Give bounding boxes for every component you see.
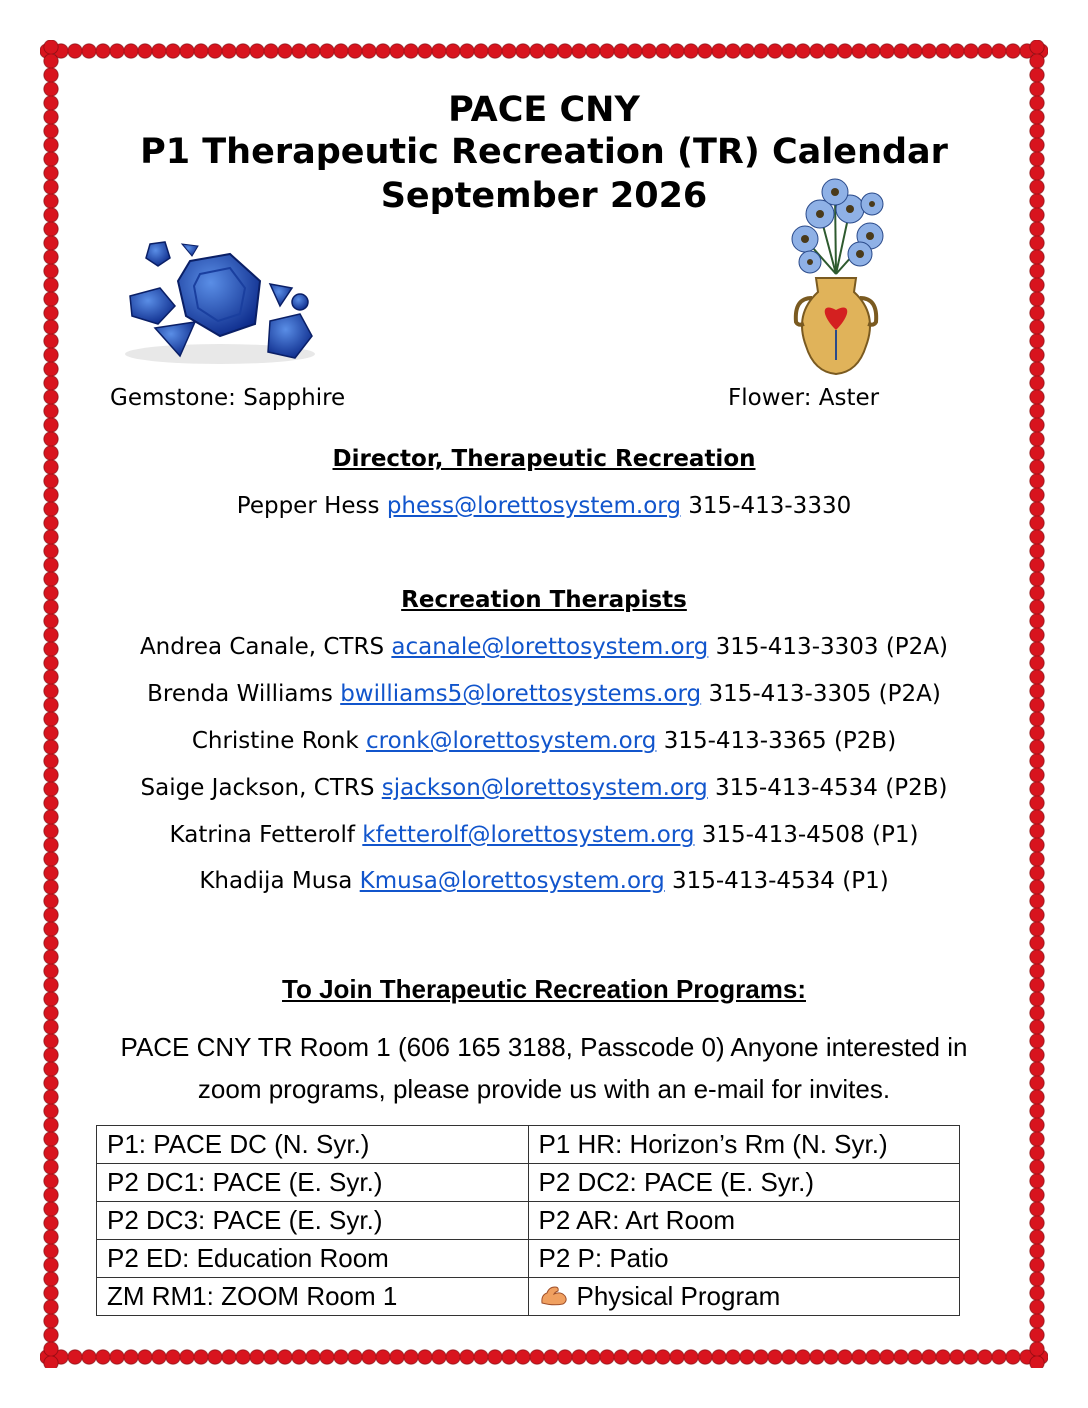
therapist-email-link[interactable]: kfetterolf@lorettosystem.org <box>362 822 695 848</box>
therapist-row <box>0 822 1088 848</box>
therapist-row <box>0 775 1088 801</box>
therapist-phone: 315-413-4508 (P1) <box>701 822 919 848</box>
therapist-name: Saige Jackson, CTRS <box>140 775 375 801</box>
director-section <box>0 446 1088 472</box>
therapist-phone: 315-413-4534 (P2B) <box>715 775 948 801</box>
aster-vase-image <box>780 174 892 379</box>
legend-cell: P2 DC3: PACE (E. Syr.) <box>97 1202 529 1240</box>
legend-cell: ZM RM1: ZOOM Room 1 <box>97 1278 529 1316</box>
director-phone: 315-413-3330 <box>688 493 852 519</box>
legend-cell: P2 AR: Art Room <box>528 1202 960 1240</box>
therapist-email-link[interactable]: acanale@lorettosystem.org <box>391 634 709 660</box>
therapist-email-link[interactable]: Kmusa@lorettosystem.org <box>359 868 665 894</box>
flexed-biceps-icon <box>539 1283 569 1307</box>
director-heading: Director, Therapeutic Recreation <box>332 446 756 472</box>
therapist-name: Christine Ronk <box>191 728 359 754</box>
therapist-row <box>0 681 1088 707</box>
location-legend-table <box>96 1125 960 1316</box>
legend-cell: P1: PACE DC (N. Syr.) <box>97 1126 529 1164</box>
legend-cell-physical <box>528 1278 960 1316</box>
table-row <box>97 1240 960 1278</box>
join-line-1: PACE CNY TR Room 1 (606 165 3188, Passcode 0) Anyone interested in <box>120 1032 968 1062</box>
join-line-2: zoom programs, please provide us with an e-mail for invites. <box>197 1074 891 1104</box>
therapists-heading: Recreation Therapists <box>401 587 687 613</box>
join-heading: To Join Therapeutic Recreation Programs: <box>282 974 806 1004</box>
director-name: Pepper Hess <box>236 493 380 519</box>
legend-cell: P2 DC2: PACE (E. Syr.) <box>528 1164 960 1202</box>
therapist-name: Brenda Williams <box>147 681 333 707</box>
therapists-section <box>0 587 1088 613</box>
director-row <box>0 493 1088 519</box>
therapist-email-link[interactable]: bwilliams5@lorettosystems.org <box>340 681 702 707</box>
physical-program-label: Physical Program <box>576 1281 781 1311</box>
director-email-link[interactable]: phess@lorettosystem.org <box>386 493 681 519</box>
therapist-phone: 315-413-3365 (P2B) <box>663 728 897 754</box>
gemstone-caption: Gemstone: Sapphire <box>110 385 346 411</box>
table-row <box>97 1126 960 1164</box>
title-line-2: P1 Therapeutic Recreation (TR) Calendar <box>140 132 948 172</box>
border-top <box>40 40 1048 62</box>
title-line-3: September 2026 <box>380 176 708 216</box>
therapist-row <box>0 634 1088 660</box>
therapist-email-link[interactable]: sjackson@lorettosystem.org <box>381 775 708 801</box>
title-line-1: PACE CNY <box>448 90 640 130</box>
therapist-phone: 315-413-3303 (P2A) <box>715 634 949 660</box>
sapphire-gems-image <box>120 236 320 366</box>
table-row <box>97 1278 960 1316</box>
legend-cell: P2 ED: Education Room <box>97 1240 529 1278</box>
therapist-name: Katrina Fetterolf <box>169 822 355 848</box>
table-row <box>97 1202 960 1240</box>
table-row <box>97 1164 960 1202</box>
legend-cell: P1 HR: Horizon’s Rm (N. Syr.) <box>528 1126 960 1164</box>
therapist-phone: 315-413-3305 (P2A) <box>708 681 941 707</box>
legend-cell: P2 P: Patio <box>528 1240 960 1278</box>
flower-caption: Flower: Aster <box>728 385 880 411</box>
therapist-row <box>0 728 1088 754</box>
therapist-email-link[interactable]: cronk@lorettosystem.org <box>365 728 657 754</box>
border-bottom <box>40 1346 1048 1368</box>
therapist-row <box>0 868 1088 894</box>
therapist-name: Khadija Musa <box>199 868 353 894</box>
therapist-name: Andrea Canale, CTRS <box>139 634 385 660</box>
therapist-phone: 315-413-4534 (P1) <box>671 868 889 894</box>
legend-cell: P2 DC1: PACE (E. Syr.) <box>97 1164 529 1202</box>
